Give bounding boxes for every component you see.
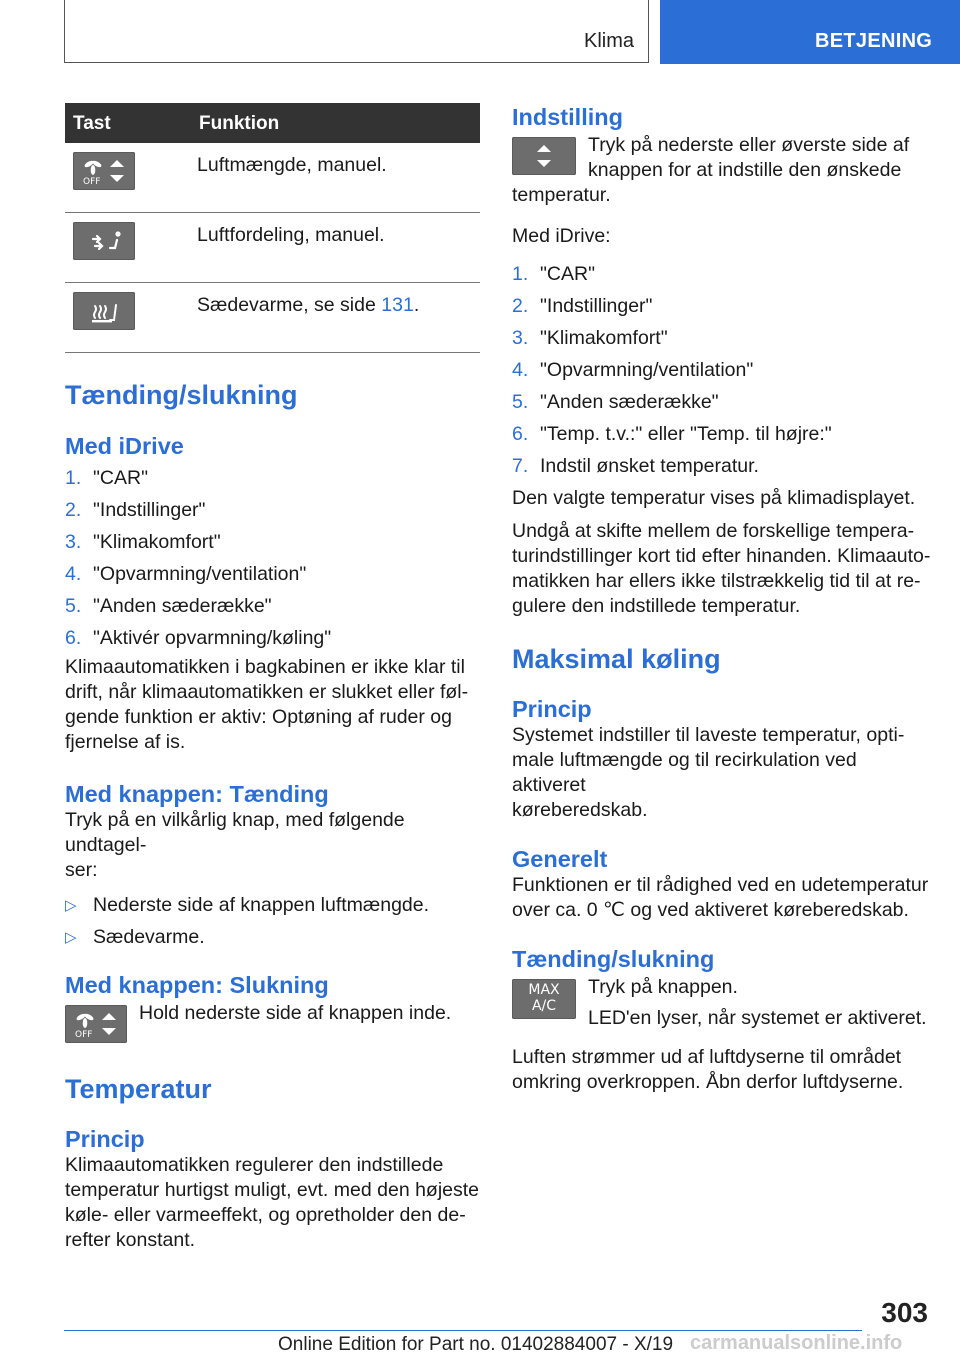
step-text: "Temp. t.v.:" eller "Temp. til højre:"	[540, 422, 832, 445]
table-header-function: Funktion	[197, 103, 480, 143]
text-line: temperatur hurtigst muligt, evt. med den højeste	[65, 1179, 480, 1201]
heading-principle: Princip	[65, 1126, 145, 1152]
heading-on-off: Tænding/slukning	[65, 380, 298, 410]
setting-text-cont: temperatur.	[512, 184, 611, 206]
step-number: 5.	[65, 594, 82, 617]
text-line: drift, når klimaautomatikken er slukket eller føl-	[65, 681, 469, 703]
paragraph-max-principle	[512, 723, 932, 823]
list-item	[65, 590, 480, 622]
text-line: over ca. 0 ℃ og ved aktiveret køreberedskab.	[512, 899, 909, 921]
step-text: "Klimakomfort"	[540, 326, 668, 349]
list-item	[65, 462, 480, 494]
max-ac-row	[512, 975, 932, 1031]
list-item	[65, 889, 480, 921]
text-line: omkring overkroppen. Åbn derfor luftdyserne.	[512, 1071, 904, 1093]
text-line: Klimaautomatikken regulerer den indstillede	[65, 1154, 444, 1176]
step-number: 3.	[65, 530, 82, 553]
list-item	[512, 450, 932, 482]
svg-text:OFF: OFF	[83, 177, 101, 187]
right-column	[512, 103, 932, 1095]
text-line: Systemet indstiller til laveste temperatur, opti-	[512, 724, 905, 746]
up-down-arrows-icon	[512, 137, 576, 175]
left-column	[65, 103, 480, 1253]
list-item	[65, 921, 480, 953]
header-section-label: BETJENING	[815, 30, 933, 52]
footer-divider	[64, 1330, 862, 1331]
step-text: "Anden sæderække"	[540, 390, 719, 413]
max-ac-text	[588, 975, 927, 1031]
table-header	[65, 103, 480, 143]
paragraph-button-on	[65, 808, 480, 883]
text-line: turindstillinger kort tid efter hinanden. Klimaauto-	[512, 545, 931, 567]
step-text: "Indstillinger"	[540, 294, 653, 317]
air-distribution-icon	[73, 222, 135, 260]
page-reference-link[interactable]: 131	[381, 294, 414, 316]
text-line: Tryk på en vilkårlig knap, med følgende undtagel-	[65, 809, 405, 856]
table-row	[65, 143, 480, 213]
list-item	[512, 290, 932, 322]
text-line: Funktionen er til rådighed ved en udetemperatur	[512, 874, 929, 896]
step-text: "Aktivér opvarmning/køling"	[93, 626, 332, 649]
text-line: Luften strømmer ud af luftdyserne til området	[512, 1046, 902, 1068]
temperature-steps-list	[512, 258, 932, 482]
heading-setting: Indstilling	[512, 104, 623, 130]
bullet-triangle-icon: ▷	[65, 928, 77, 946]
led-text: LED'en lyser, når systemet er aktiveret.	[588, 1007, 927, 1029]
watermark: carmanualsonline.info	[690, 1332, 903, 1354]
paragraph-rear-climate	[65, 655, 480, 755]
step-number: 3.	[512, 326, 529, 349]
step-text: "Klimakomfort"	[93, 530, 221, 553]
max-ac-button-icon	[512, 979, 576, 1019]
bullet-text: Nederste side af knappen luftmængde.	[93, 893, 430, 916]
step-text: "Opvarmning/ventilation"	[540, 358, 754, 381]
paragraph-air-flow	[512, 1045, 932, 1095]
paragraph-general	[512, 873, 932, 923]
step-text: "CAR"	[93, 466, 149, 489]
heading-principle: Princip	[512, 696, 592, 722]
fan-off-arrows-icon	[73, 152, 135, 190]
text-line: matikken har ellers ikke tilstrækkelig tid til at re-	[512, 570, 921, 592]
idrive-steps-list	[65, 462, 480, 654]
step-text: Indstil ønsket temperatur.	[540, 454, 759, 477]
step-number: 7.	[512, 454, 529, 477]
step-number: 4.	[65, 562, 82, 585]
step-number: 6.	[65, 626, 82, 649]
text-line: Undgå at skifte mellem de forskellige tempera-	[512, 520, 915, 542]
heading-max-cooling: Maksimal køling	[512, 644, 721, 674]
row-function-text: Luftfordeling, manuel.	[197, 213, 480, 283]
text-line: gulere den indstillede temperatur.	[512, 595, 801, 617]
max-label: MAX	[528, 982, 560, 998]
seat-heating-icon	[73, 292, 135, 330]
heading-with-idrive: Med iDrive	[65, 433, 184, 459]
page-number: 303	[881, 1297, 928, 1328]
heading-temperature: Temperatur	[65, 1074, 212, 1104]
list-item	[65, 558, 480, 590]
list-item	[512, 354, 932, 386]
table-row	[65, 283, 480, 353]
step-text: "Opvarmning/ventilation"	[93, 562, 307, 585]
list-item	[512, 386, 932, 418]
heading-button-on: Med knappen: Tænding	[65, 781, 329, 807]
heading-button-off: Med knappen: Slukning	[65, 972, 329, 998]
setting-text	[588, 133, 909, 183]
setting-row	[512, 133, 932, 183]
header-frame	[64, 0, 649, 63]
step-text: "CAR"	[540, 262, 596, 285]
text-line: fjernelse af is.	[65, 731, 186, 753]
row-function-text-end: .	[413, 294, 420, 316]
list-item	[65, 622, 480, 654]
step-number: 5.	[512, 390, 529, 413]
step-text: "Anden sæderække"	[93, 594, 272, 617]
text-line: Tryk på nederste eller øverste side af	[588, 134, 910, 156]
bullet-triangle-icon: ▷	[65, 896, 77, 914]
idrive-label: Med iDrive:	[512, 225, 611, 247]
row-function-text: Luftmængde, manuel.	[197, 143, 480, 213]
step-number: 4.	[512, 358, 529, 381]
heading-general: Generelt	[512, 846, 608, 872]
text-line: gende funktion er aktiv: Optøning af ruder og	[65, 706, 452, 728]
button-off-text: Hold nederste side af knappen inde.	[139, 1002, 452, 1024]
step-number: 2.	[512, 294, 529, 317]
list-item	[512, 322, 932, 354]
step-number: 2.	[65, 498, 82, 521]
press-text: Tryk på knappen.	[588, 976, 738, 998]
row-function-text-part: Sædevarme, se side	[197, 294, 382, 316]
heading-on-off-max: Tænding/slukning	[512, 946, 715, 972]
header-title: Klima	[583, 30, 634, 52]
list-item	[512, 258, 932, 290]
key-function-table	[65, 103, 480, 353]
button-off-row	[65, 1001, 480, 1043]
text-line: male luftmængde og til recirkulation ved aktiveret	[512, 749, 857, 796]
step-number: 1.	[65, 466, 82, 489]
bullet-text: Sædevarme.	[93, 925, 205, 948]
text-line: knappen for at indstille den ønskede	[588, 159, 902, 181]
table-row	[65, 213, 480, 283]
paragraph-temperature-principle	[65, 1153, 480, 1253]
row-function-text	[197, 283, 480, 353]
text-line: køle- eller varmeeffekt, og opretholder den de-	[65, 1204, 466, 1226]
text-line: køreberedskab.	[512, 799, 648, 821]
list-item	[65, 526, 480, 558]
step-number: 6.	[512, 422, 529, 445]
footer-edition: Online Edition for Part no. 01402884007 - X/19	[278, 1334, 674, 1355]
step-number: 1.	[512, 262, 529, 285]
svg-text:OFF: OFF	[75, 1030, 93, 1040]
table-header-key: Tast	[65, 103, 197, 143]
list-item	[512, 418, 932, 450]
header-section-tab	[660, 0, 960, 64]
exceptions-list	[65, 889, 480, 953]
paragraph-display: Den valgte temperatur vises på klimadisplayet.	[512, 487, 916, 509]
text-line: refter konstant.	[65, 1229, 196, 1251]
text-line: Klimaautomatikken i bagkabinen er ikke klar til	[65, 656, 465, 678]
paragraph-avoid-switching	[512, 519, 932, 619]
text-line: ser:	[65, 859, 98, 881]
list-item	[65, 494, 480, 526]
ac-label: A/C	[531, 998, 557, 1014]
fan-off-arrows-icon	[65, 1005, 127, 1043]
max-ac-label	[512, 982, 576, 1014]
step-text: "Indstillinger"	[93, 498, 206, 521]
